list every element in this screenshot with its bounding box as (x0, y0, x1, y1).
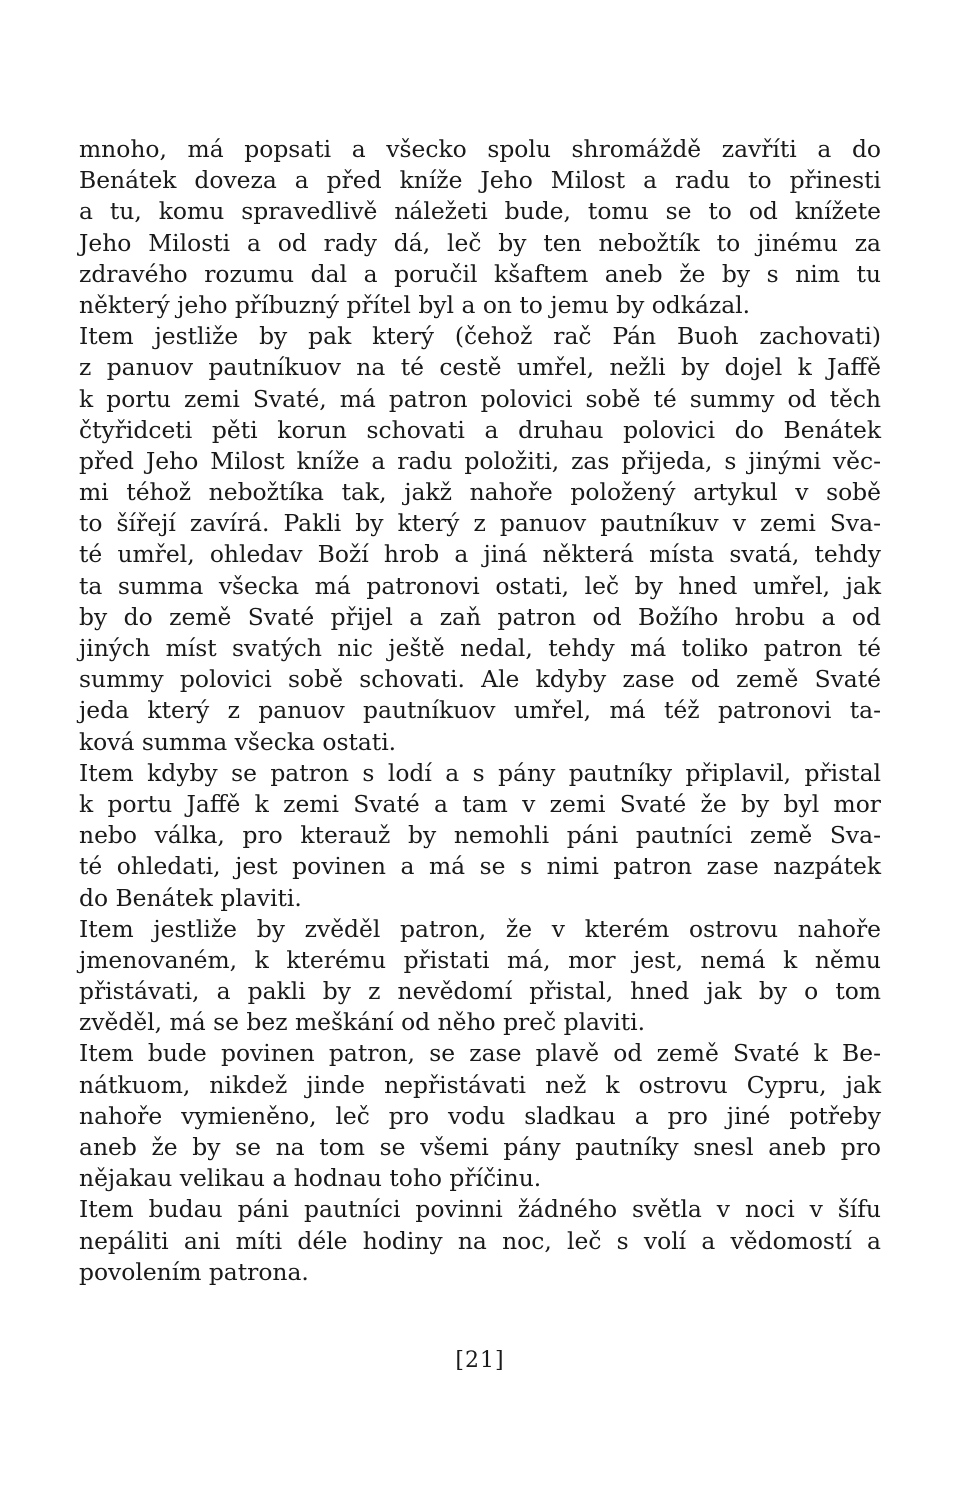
text-line: Item kdyby se patron s lodí a s pány pautníky připlavil, přistal (79, 758, 881, 787)
text-line: té umřel, ohledav Boží hrob a jiná některá místa svatá, tehdy (79, 540, 881, 569)
text-line: to šířejí zavírá. Pakli by který z panuov pautníkuv v zemi Sva- (79, 509, 881, 538)
text-line: ta summa všecka má patronovi ostati, leč by hned umřel, jak (79, 571, 881, 600)
text-line: zdravého rozumu dal a poručil kšaftem aneb že by s nim tu (79, 259, 881, 288)
text-line: té ohledati, jest povinen a má se s nimi patron zase nazpátek (79, 852, 881, 881)
text-line: a tu, komu spravedlivě náležeti bude, tomu se to od knížete (79, 197, 881, 226)
text-line: Jeho Milosti a od rady dá, leč by ten nebožtík to jinému za (79, 228, 881, 257)
text-line: k portu zemi Svaté, má patron polovici sobě té summy od těch (79, 384, 881, 413)
text-line: některý jeho příbuzný přítel byl a on to jemu by odkázal. (79, 290, 751, 319)
text-line: zvěděl, má se bez meškání od něho preč plaviti. (79, 1008, 646, 1037)
text-line: jeda který z panuov pautníkuov umřel, má též patronovi ta- (79, 696, 881, 725)
text-line: mnoho, má popsati a všecko spolu shromáždě zavříti a do (79, 135, 881, 163)
text-line: ková summa všecka ostati. (79, 727, 397, 756)
text-line: nebo válka, pro kterauž by nemohli páni pautníci země Sva- (79, 821, 881, 850)
text-line: přistávati, a pakli by z nevědomí přistal, hned jak by o tom (79, 977, 881, 1006)
text-line: nátkuom, nikdež jinde nepřistávati než k ostrovu Cypru, jak (79, 1070, 881, 1099)
text-line: Benátek doveza a před kníže Jeho Milost a radu to přinesti (79, 166, 881, 195)
text-line: Item bude povinen patron, se zase plavě od země Svaté k Be- (79, 1039, 881, 1068)
text-line: nahoře vymieněno, leč pro vodu sladkau a pro jiné potřeby (79, 1101, 881, 1130)
text-line: Item jestliže by zvěděl patron, že v kterém ostrovu nahoře (79, 914, 881, 943)
text-line: aneb že by se na tom se všemi pány pautníky snesl aneb pro (79, 1133, 881, 1161)
body-text (79, 134, 881, 1288)
text-line: povolením patrona. (79, 1257, 309, 1286)
text-line: mi téhož nebožtíka tak, jakž nahoře položený artykul v sobě (79, 478, 881, 507)
text-line: před Jeho Milost kníže a radu položiti, zas přijeda, s jinými věc- (79, 446, 881, 475)
text-line: jmenovaném, k kterému přistati má, mor jest, nemá k němu (79, 945, 881, 974)
text-line: summy polovici sobě schovati. Ale kdyby zase od země Svaté (79, 665, 881, 694)
text-line: nepáliti ani míti déle hodiny na noc, leč s volí a vědomostí a (79, 1226, 881, 1255)
text-line: nějakau velikau a hodnau toho příčinu. (79, 1164, 542, 1193)
text-line: jiných míst svatých nic ještě nedal, tehdy má toliko patron té (79, 634, 881, 662)
text-line: k portu Jaffě k zemi Svaté a tam v zemi Svaté že by byl mor (79, 789, 881, 818)
text-line: Item budau páni pautníci povinni žádného světla v noci v šífu (79, 1195, 881, 1224)
text-line: by do země Svaté přijel a zaň patron od Božího hrobu a od (79, 602, 881, 631)
page-number: [21] (455, 1348, 505, 1373)
text-line: Item jestliže by pak který (čehož rač Pán Buoh zachovati) (79, 322, 881, 351)
text-line: čtyřidceti pěti korun schovati a druhau polovici do Benátek (79, 415, 881, 444)
text-line: do Benátek plaviti. (79, 883, 302, 912)
text-line: z panuov pautníkuov na té cestě umřel, nežli by dojel k Jaffě (79, 353, 881, 382)
